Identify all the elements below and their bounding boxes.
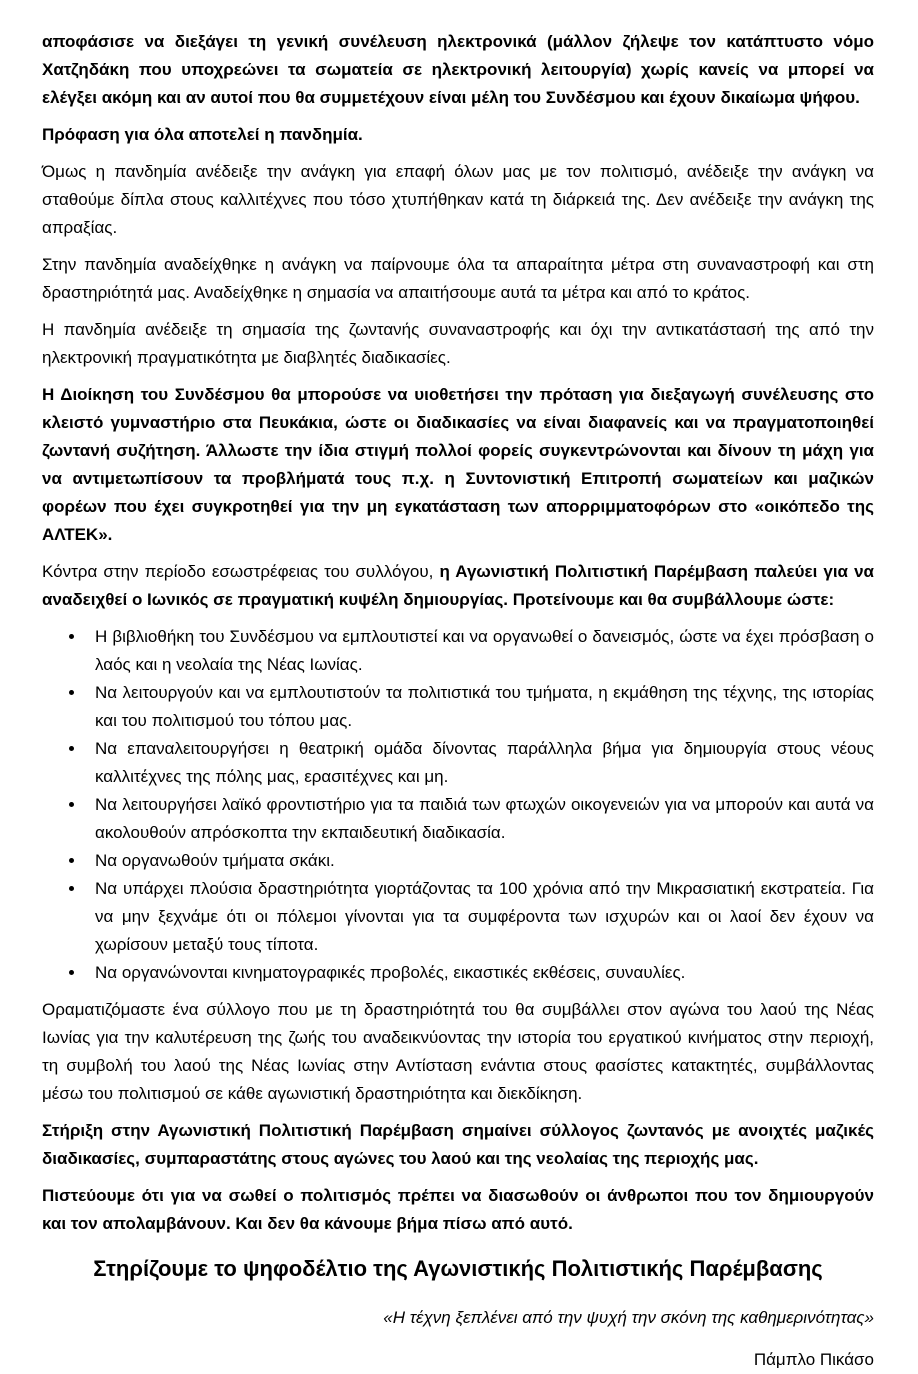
bullet-item-theater-group: • Να επαναλειτουργήσει η θεατρική ομάδα δίνοντας παράλληλα βήμα για δημιουργία στους νέους καλλιτέχνες της πόλης μας, ερασιτέχνες και μη.	[86, 735, 874, 791]
bullet-item-tutoring: • Να λειτουργήσει λαϊκό φροντιστήριο για τα παιδιά των φτωχών οικογενειών για να μπορούν και αυτά να ακολουθούν απρόσκοπτα την εκπαιδευτική διαδικασία.	[86, 791, 874, 847]
quote: «Η τέχνη ξεπλένει από την ψυχή την σκόνη της καθημερινότητας»	[383, 1308, 874, 1327]
paragraph-pandemic-need-contact: Όμως η πανδημία ανέδειξε την ανάγκη για επαφή όλων μας με τον πολιτισμό, ανέδειξε την ανάγκη να σταθούμε δίπλα στους καλλιτέχνες που τόσο χτυπήθηκαν κατά τη διάρκειά της. Δεν ανέδειξε την ανάγκη της απραξίας.	[42, 162, 874, 237]
paragraph-pandemic-pretext: Πρόφαση για όλα αποτελεί η πανδημία.	[42, 125, 363, 144]
paragraph-kontra-intro	[42, 558, 874, 614]
paragraph-vision: Οραματιζόμαστε ένα σύλλογο που με τη δραστηριότητά του θα συμβάλλει στον αγώνα του λαού της Νέας Ιωνίας για την καλυτέρευση της ζωής του αναδεικνύοντας την ιστορία του εργατικού κινήματος στην περιοχή, τη συμβολή του λαού της Νέας Ιωνίας στην Αντίσταση ενάντια στους φασίστες κατακτητές, συμβάλλοντας μέσω του πολιτισμού σε κάθε αγωνιστική δραστηριότητα και διεκδίκηση.	[42, 1000, 874, 1103]
bullet-item-screenings: • Να οργανώνονται κινηματογραφικές προβολές, εικαστικές εκθέσεις, συναυλίες.	[86, 959, 874, 987]
paragraph-pandemic-measures: Στην πανδημία αναδείχθηκε η ανάγκη να παίρνουμε όλα τα απαραίτητα μέτρα στη συναναστροφή και στη δραστηριότητά μας. Αναδείχθηκε η σημασία να απαιτήσουμε αυτά τα μέτρα και από το κράτος.	[42, 255, 874, 302]
bullet-item-centenary: • Να υπάρχει πλούσια δραστηριότητα γιορτάζοντας τα 100 χρόνια από την Μικρασιατική εκστρατεία. Για να μην ξεχνάμε ότι οι πόλεμοι γίνονται για τα συμφέροντα των ισχυρών και οι λαοί δεν έχουν να χωρίσουν μεταξύ τους τίποτα.	[86, 875, 874, 959]
paragraph-assembly-electronic: αποφάσισε να διεξάγει τη γενική συνέλευση ηλεκτρονικά (μάλλον ζήλεψε τον κατάπτυστο νόμο Χατζηδάκη που υποχρεώνει τα σωματεία σε ηλεκτρονική λειτουργία) χωρίς κανείς να μπορεί να ελέγξει ακόμη και αν αυτοί που θα συμμετέχουν είναι μέλη του Συνδέσμου και έχουν δικαίωμα ψήφου.	[42, 32, 874, 107]
paragraph-kontra-lead: Κόντρα στην περίοδο εσωστρέφειας του συλλόγου,	[42, 562, 440, 581]
bullet-item-chess: • Να οργανωθούν τμήματα σκάκι.	[86, 847, 874, 875]
paragraph-save-culture: Πιστεύουμε ότι για να σωθεί ο πολιτισμός πρέπει να διασωθούν οι άνθρωποι που τον δημιουργούν και τον απολαμβάνουν. Και δεν θα κάνουμε βήμα πίσω από αυτό.	[42, 1186, 874, 1233]
bullet-item-cultural-departments: • Να λειτουργούν και να εμπλουτιστούν τα πολιτιστικά του τμήματα, η εκμάθηση της τέχνης, της ιστορίας και του πολιτισμού του τόπου μας.	[86, 679, 874, 735]
paragraph-kontra-bold: η Αγωνιστική Πολιτιστική Παρέμβαση παλεύει για να αναδειχθεί ο Ιωνικός σε πραγματική κυψέλη δημιουργίας. Προτείνουμε και θα συμβάλλουμε ώστε:	[42, 562, 874, 609]
proposals-bullet-list	[42, 623, 874, 987]
bullet-item-library: • Η βιβλιοθήκη του Συνδέσμου να εμπλουτιστεί και να οργανωθεί ο δανεισμός, ώστε να έχει πρόσβαση ο λαός και η νεολαία της Νέας Ιωνίας.	[86, 623, 874, 679]
quote-author: Πάμπλο Πικάσο	[753, 1350, 874, 1369]
paragraph-support-meaning: Στήριξη στην Αγωνιστική Πολιτιστική Παρέμβαση σημαίνει σύλλογος ζωντανός με ανοιχτές μαζικές διαδικασίες, συμπαραστάτης στους αγώνες του λαού και της νεολαίας της περιοχής μας.	[42, 1121, 874, 1168]
closing-heading: Στηρίζουμε το ψηφοδέλτιο της Αγωνιστικής Πολιτιστικής Παρέμβασης	[93, 1256, 823, 1281]
paragraph-live-interaction: Η πανδημία ανέδειξε τη σημασία της ζωντανής συναναστροφής και όχι την αντικατάστασή της από την ηλεκτρονική πραγματικότητα με διαβλητές διαδικασίες.	[42, 320, 874, 367]
paragraph-administration-proposal: Η Διοίκηση του Συνδέσμου θα μπορούσε να υιοθετήσει την πρόταση για διεξαγωγή συνέλευσης στο κλειστό γυμναστήριο στα Πευκάκια, ώστε οι διαδικασίες να είναι διαφανείς και να πραγματοποιηθεί ζωντανή συζήτηση. Άλλωστε την ίδια στιγμή πολλοί φορείς συγκεντρώνονται και δίνουν τη μάχη για να αντιμετωπίσουν τα προβλήματά τους π.χ. η Συντονιστική Επιτροπή σωματείων και μαζικών φορέων που έχει συγκροτηθεί για την μη εγκατάσταση των απορριμματοφόρων στο «οικόπεδο της ΑΛΤΕΚ».	[42, 385, 874, 544]
